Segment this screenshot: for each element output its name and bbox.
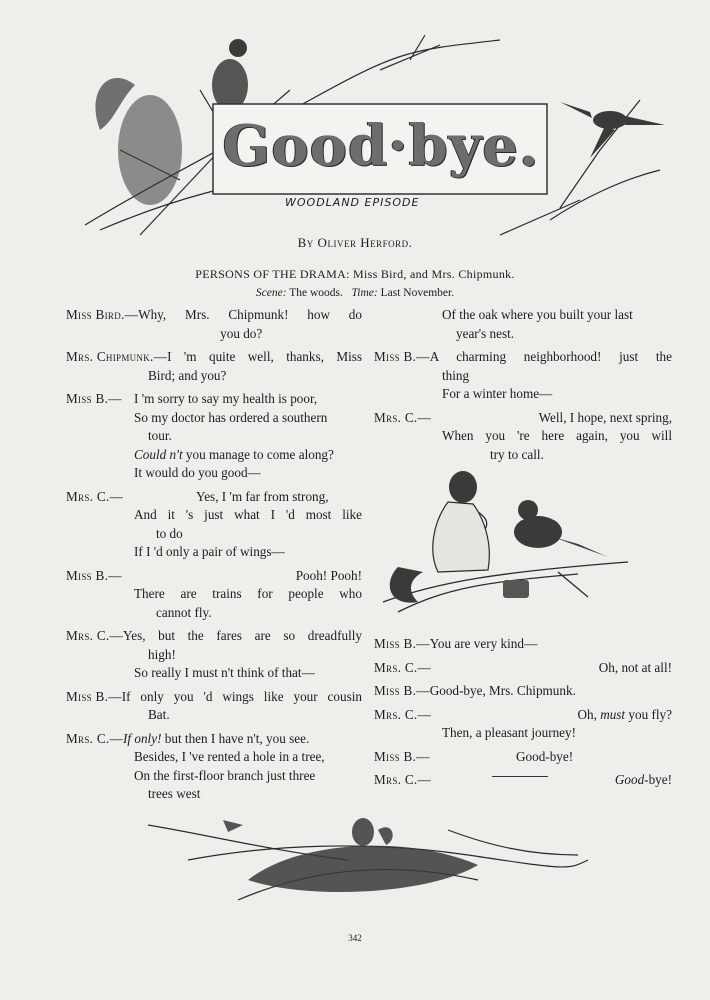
speech-text — [442, 706, 672, 743]
speech-text — [123, 627, 362, 646]
speech-text — [123, 730, 362, 749]
speech — [66, 627, 362, 646]
speech-line: to do — [156, 525, 183, 541]
speech-line: Bird; and you? — [148, 367, 227, 383]
speech-line: Yes, but the fares are so dreadfully — [123, 628, 362, 643]
speech-fragment: but then I have n't, you see. — [161, 730, 310, 746]
speaker-label: Mrs. C.— — [374, 659, 432, 675]
speech-line: I 'm quite well, thanks, Miss — [167, 349, 362, 364]
speech-line: So really I must n't think of that— — [134, 665, 315, 680]
speech-line: When you 're here again, you will — [442, 428, 672, 443]
speech-text — [167, 348, 362, 367]
speaker-label: Mrs. C.— — [374, 772, 432, 787]
speech-continuation — [66, 646, 362, 683]
speech — [374, 348, 672, 367]
speech-line: cannot fly. — [156, 604, 212, 620]
right-column — [374, 306, 672, 469]
speech-line: There are trains for people who — [134, 586, 362, 601]
speech — [66, 348, 362, 367]
closing-rule — [492, 776, 548, 777]
speaker-label: Mrs. Chipmunk.— — [66, 349, 168, 364]
speech-line: If only you 'd wings like your cousin — [121, 688, 362, 704]
speech — [66, 306, 362, 343]
speaker-label: Miss B.— — [66, 567, 122, 583]
speech-line — [123, 730, 362, 749]
speech — [66, 567, 362, 623]
speech-text — [134, 488, 362, 562]
emphasis: Good — [614, 772, 645, 787]
speaker-label: Mrs. C.— — [66, 730, 124, 746]
speech-fragment: Oh, — [577, 706, 601, 722]
speech-line: Of the oak where you built your last — [442, 307, 633, 322]
left-column — [66, 306, 362, 804]
speaker-label: Miss B.— — [66, 391, 122, 406]
scene-value: The woods. — [289, 287, 343, 299]
right-column-lower — [374, 635, 672, 795]
scene-line — [0, 287, 710, 299]
speaker-label: Miss B.— — [374, 636, 430, 651]
speech — [374, 771, 672, 790]
page-number: 342 — [348, 933, 362, 943]
speech-continuation — [374, 306, 672, 343]
speech-text — [430, 348, 672, 367]
speaker-label: Mrs. C.— — [374, 706, 432, 722]
speech — [66, 488, 362, 562]
speech-line: Yes, I 'm far from strong, — [196, 488, 329, 504]
article-title: Good·bye. — [222, 113, 540, 179]
speech — [66, 730, 362, 749]
speech-line: I 'm sorry to say my health is poor, — [134, 391, 318, 406]
speech — [374, 635, 672, 654]
speech-continuation — [374, 367, 672, 404]
speech-text — [122, 688, 362, 707]
speech-text: Good-bye! — [516, 748, 574, 764]
speech-fragment: you manage to come along? — [182, 446, 334, 462]
speech-line: A charming neighborhood! just the — [429, 349, 672, 364]
speaker-label: Miss B.— — [374, 748, 430, 764]
speech-line: So my doctor has ordered a southern — [134, 409, 328, 425]
speech — [66, 390, 362, 483]
speech-continuation — [66, 748, 362, 804]
speech-line: year's nest. — [456, 325, 515, 341]
speech-text: Oh, not at all! — [598, 659, 672, 675]
speaker-label: Miss B.— — [374, 683, 430, 698]
emphasis: If only! — [123, 730, 162, 746]
speech-line: Bat. — [148, 707, 170, 722]
speech-line: Then, a pleasant journey! — [442, 725, 577, 740]
article-subtitle: WOODLAND EPISODE — [285, 196, 420, 209]
speech-line: Besides, I 've rented a hole in a tree, — [134, 749, 325, 764]
speech — [374, 748, 672, 767]
speech — [374, 659, 672, 678]
speech-text — [134, 567, 362, 623]
speech-fragment: -bye! — [644, 772, 672, 787]
speech-line: And it 's just what I 'd most like — [134, 507, 362, 522]
speech-line: try to call. — [490, 446, 544, 462]
scene-label: Scene: — [255, 287, 287, 299]
speech-line: trees west — [148, 786, 201, 801]
speech-line: Pooh! Pooh! — [295, 567, 362, 583]
speech-text: Good-bye, Mrs. Chipmunk. — [429, 683, 576, 698]
speech-line: Why, Mrs. Chipmunk! how do — [138, 307, 362, 322]
speech-line: If I 'd only a pair of wings— — [134, 544, 285, 559]
speech-fragment: you fly? — [625, 706, 672, 722]
emphasis: Could n't — [134, 446, 183, 462]
speaker-label: Mrs. C.— — [66, 488, 124, 504]
time-value: Last November. — [380, 287, 455, 299]
speech-text — [138, 306, 362, 343]
speech-line: It would do you good— — [134, 465, 261, 480]
speech-line: For a winter home— — [442, 386, 553, 401]
speech-line — [442, 706, 672, 725]
speaker-label: Mrs. C.— — [374, 409, 432, 425]
emphasis: must — [600, 706, 626, 722]
speech — [374, 706, 672, 743]
speaker-label: Miss B.— — [374, 349, 430, 364]
speech-line — [134, 446, 362, 465]
speech-line: On the first-floor branch just three — [134, 767, 316, 783]
speech-text — [442, 771, 672, 790]
speech-line: tour. — [148, 428, 172, 443]
footer-illustration — [148, 800, 588, 910]
speech-line: you do? — [220, 325, 263, 341]
speech-text — [442, 409, 672, 465]
speech — [374, 409, 672, 465]
speaker-label: Miss Bird.— — [66, 307, 139, 322]
speech-line: thing — [442, 367, 470, 383]
speech — [66, 688, 362, 707]
speech-line: Well, I hope, next spring, — [538, 409, 672, 425]
chipmunk-and-bird-illustration — [378, 462, 640, 622]
byline: By Oliver Herford. — [297, 235, 413, 250]
speech — [374, 682, 672, 701]
speech-line: high! — [148, 646, 176, 662]
time-label: Time: — [351, 287, 378, 299]
speaker-label: Mrs. C.— — [66, 628, 124, 643]
speaker-label: Miss B.— — [66, 688, 122, 704]
speech-text — [134, 390, 362, 483]
dramatis-personae: PERSONS OF THE DRAMA: Miss Bird, and Mrs. Chipmunk. — [195, 267, 515, 281]
speech-text: You are very kind— — [429, 636, 538, 651]
